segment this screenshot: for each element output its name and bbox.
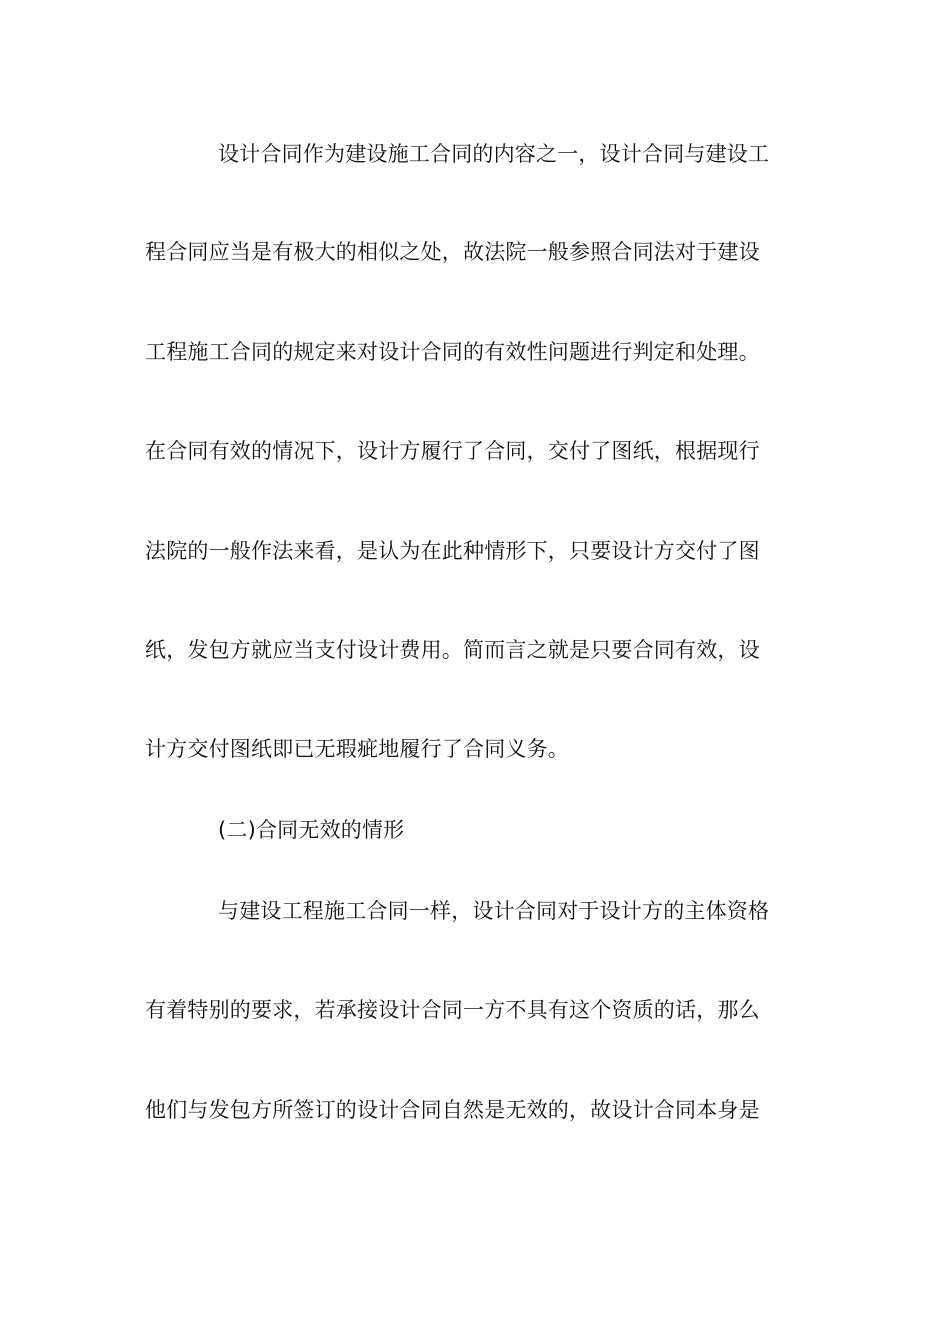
paragraph-line-7: 计方交付图纸即已无瑕疵地履行了合同义务。: [145, 737, 569, 761]
paragraph-line-3: 工程施工合同的规定来对设计合同的有效性问题进行判定和处理。: [145, 340, 760, 364]
paragraph-line-5: 法院的一般作法来看，是认为在此种情形下，只要设计方交付了图: [145, 539, 760, 563]
paragraph-line-4: 在合同有效的情况下，设计方履行了合同，交付了图纸，根据现行: [145, 439, 760, 463]
paragraph-line-9: 有着特别的要求，若承接设计合同一方不具有这个资质的话，那么: [145, 998, 760, 1022]
section-heading: (二)合同无效的情形: [218, 818, 405, 842]
paragraph-line-2: 程合同应当是有极大的相似之处，故法院一般参照合同法对于建设: [145, 240, 760, 264]
paragraph-line-1: 设计合同作为建设施工合同的内容之一，设计合同与建设工: [218, 142, 770, 166]
paragraph-line-6: 纸，发包方就应当支付设计费用。简而言之就是只要合同有效，设: [145, 638, 760, 662]
paragraph-line-8: 与建设工程施工合同一样，设计合同对于设计方的主体资格: [218, 899, 770, 923]
paragraph-line-10: 他们与发包方所签订的设计合同自然是无效的，故设计合同本身是: [145, 1098, 760, 1122]
